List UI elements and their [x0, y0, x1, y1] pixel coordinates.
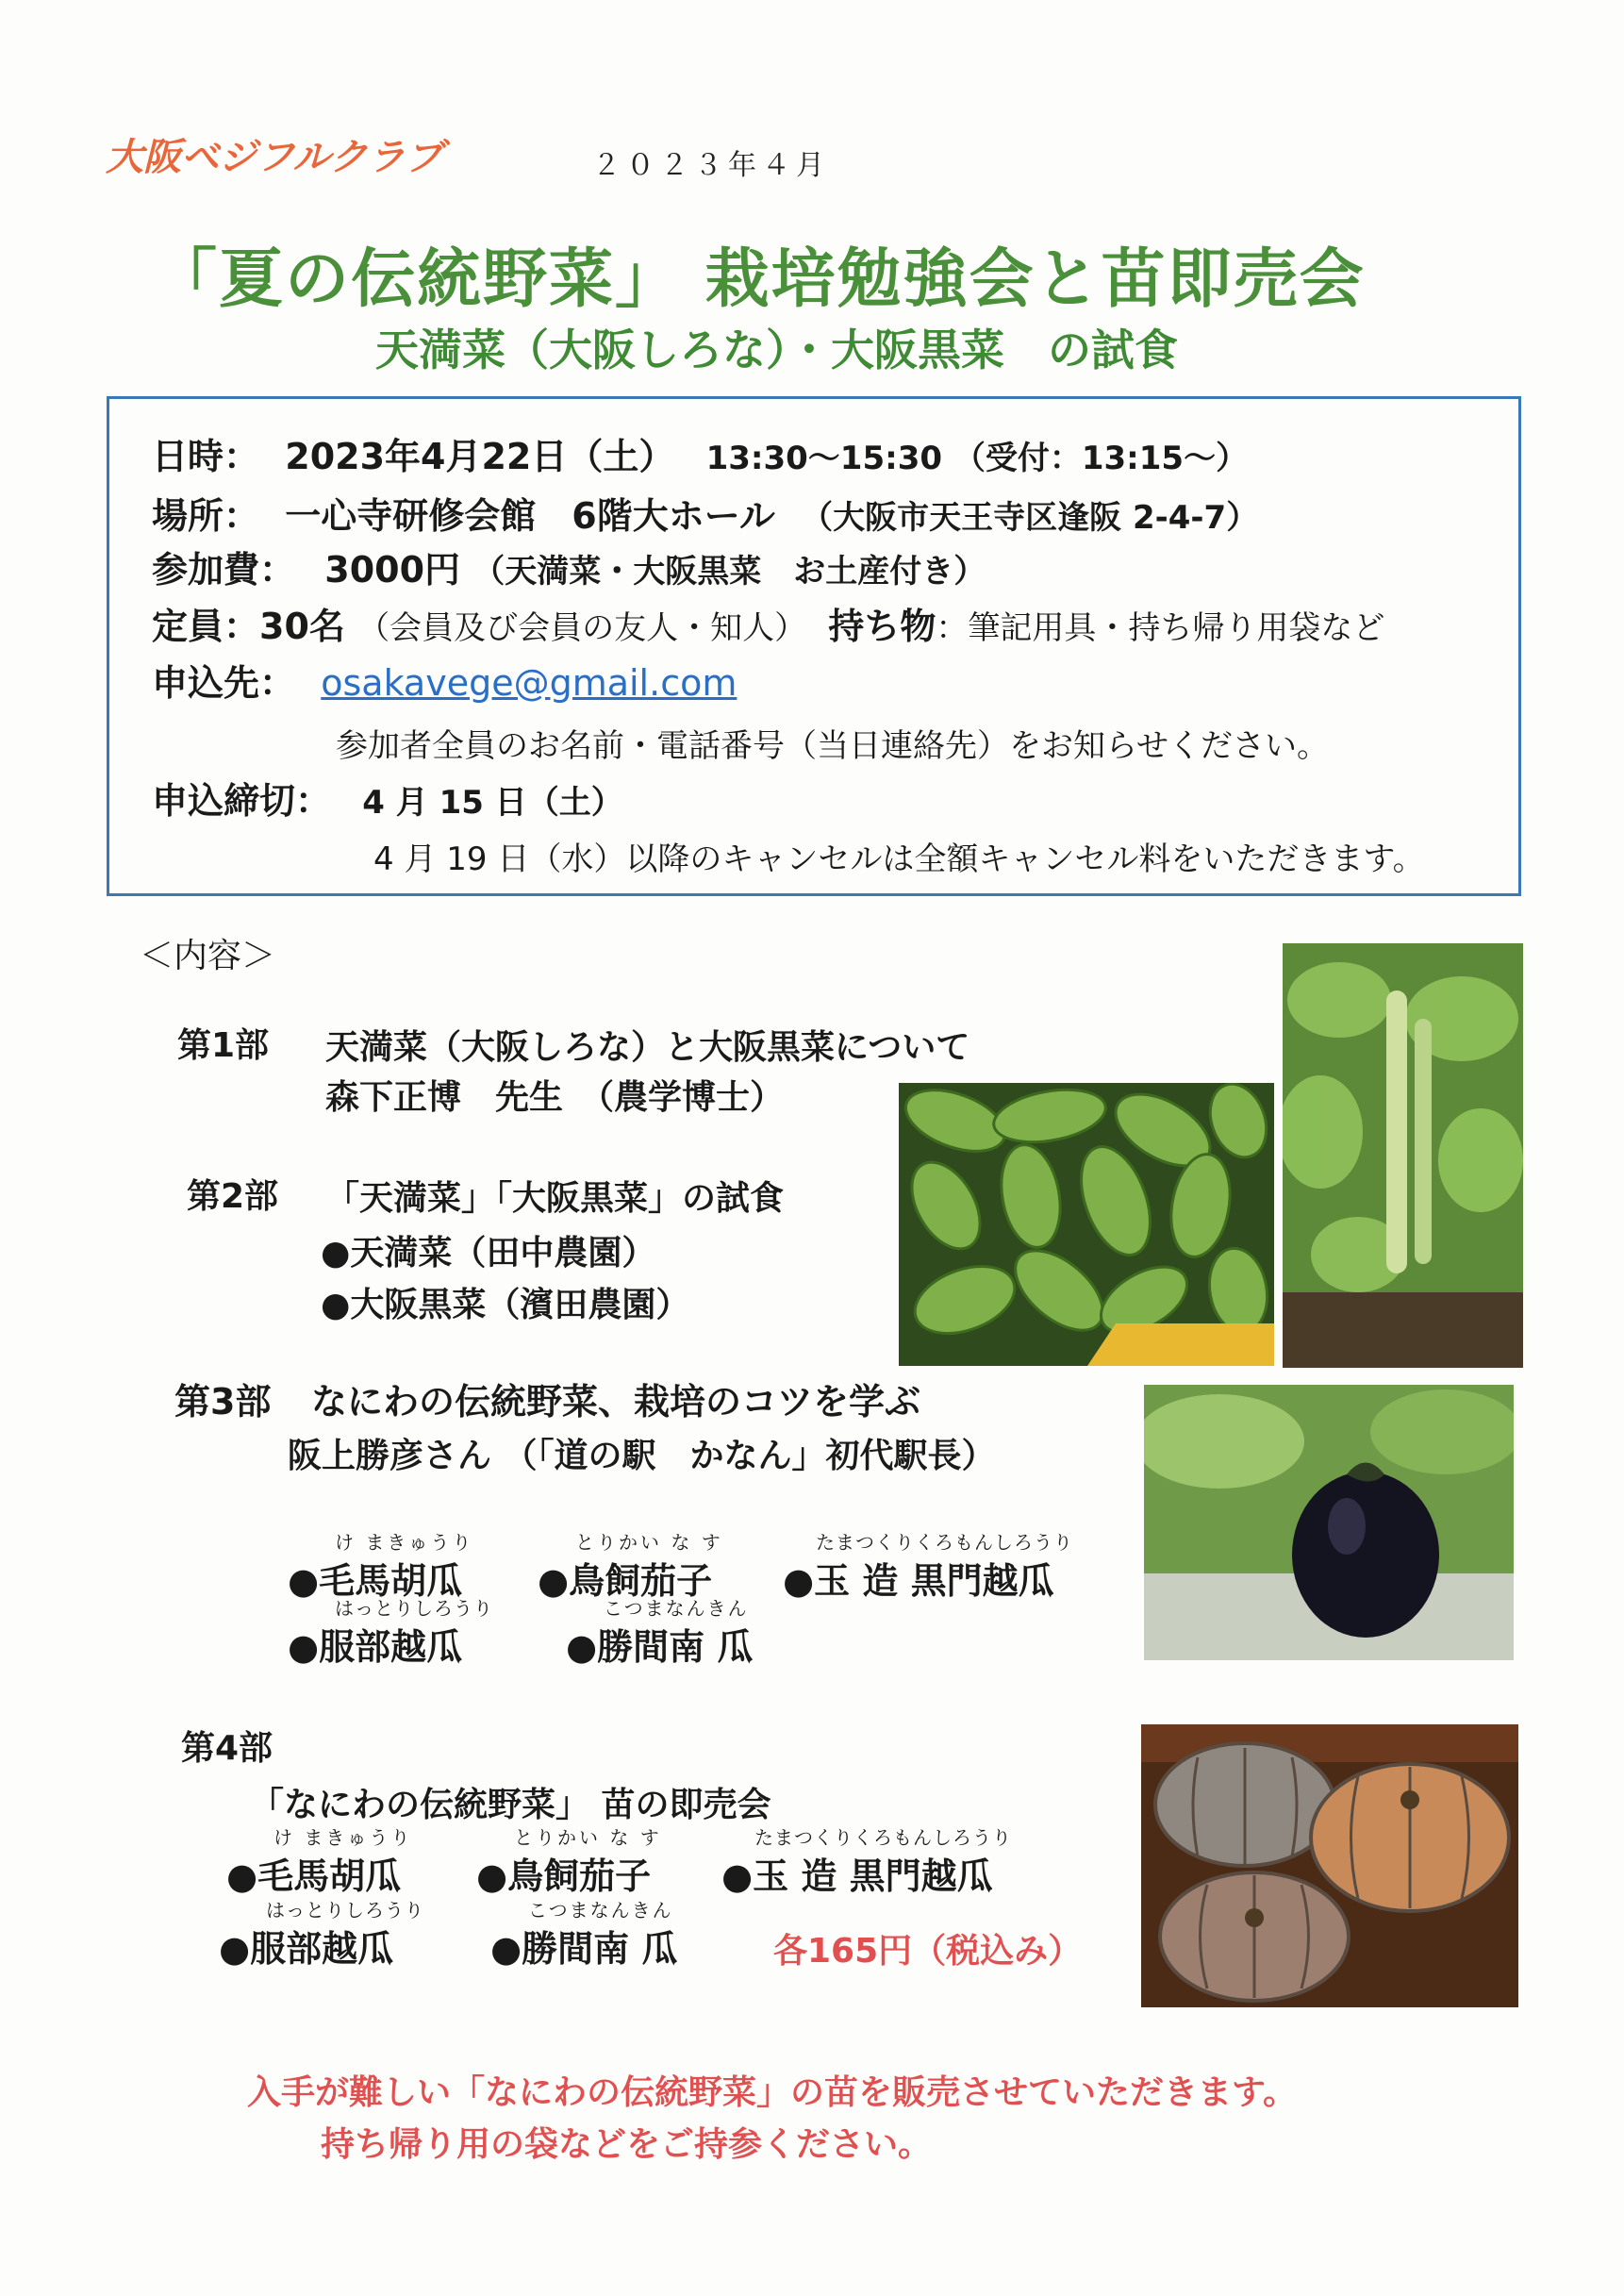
part2-title: 「天満菜」「大阪黒菜」の試食 [325, 1179, 785, 1218]
veg-name: ●毛馬胡瓜 [226, 1855, 402, 1897]
capacity-value: 30名 [259, 606, 345, 647]
part4-veg-kema [226, 1826, 413, 1899]
veg-name: ●服部越瓜 [288, 1626, 463, 1668]
ruby-text: こつまなんきん [604, 1597, 749, 1620]
gourd-vine-photo [1283, 943, 1523, 1368]
part3-label: 第3部 [174, 1381, 272, 1423]
part3-veg-kotsuma [566, 1597, 754, 1670]
datetime-row [152, 427, 1248, 479]
ruby-text: け まきゅうり [335, 1531, 474, 1554]
part1-title: 天満菜（大阪しろな）と大阪黒菜について [325, 1028, 970, 1067]
footer-line-2: 持ち帰り用の袋などをご持参ください。 [321, 2125, 933, 2164]
event-info-box [107, 396, 1521, 896]
footer-line-1: 入手が難しい「なにわの伝統野菜」の苗を販売させていただきます。 [247, 2073, 1298, 2112]
apply-row [152, 654, 737, 706]
datetime-value: 2023年4月22日（土） [285, 436, 675, 477]
club-name: 大阪ベジフルクラブ [106, 136, 443, 179]
bring-label: 持ち物 [828, 606, 936, 647]
veg-name: ●玉 造 黒門越瓜 [721, 1855, 993, 1897]
seedling-price: 各165円（税込み） [773, 1932, 1083, 1971]
part4-veg-tamatsukuri [721, 1826, 1012, 1899]
place-row [152, 487, 1258, 539]
veg-name: ●玉 造 黒門越瓜 [783, 1560, 1054, 1602]
ruby-text: たまつくりくろもんしろうり [754, 1826, 1012, 1849]
pumpkin-photo [1141, 1724, 1518, 2007]
part3-veg-hattori [288, 1597, 493, 1670]
bring-value: ：筆記用具・持ち帰り用袋など [936, 609, 1385, 647]
ruby-text: はっとりしろうり [266, 1899, 424, 1922]
part3-title: なにわの伝統野菜、栽培のコツを学ぶ [311, 1381, 921, 1423]
capacity-label: 定員： [152, 606, 260, 647]
ruby-text: け まきゅうり [273, 1826, 413, 1849]
veg-name: ●勝間南 瓜 [490, 1928, 678, 1970]
veg-name: ●毛馬胡瓜 [288, 1560, 463, 1602]
apply-note: 参加者全員のお名前・電話番号（当日連絡先）をお知らせください。 [336, 727, 1329, 765]
ruby-text: たまつくりくろもんしろうり [816, 1531, 1073, 1554]
cancel-note: 4 月 19 日（水）以降のキャンセルは全額キャンセル料をいただきます。 [373, 840, 1425, 878]
page-title: 「夏の伝統野菜」 栽培勉強会と苗即売会 [153, 242, 1366, 317]
part3-speaker: 阪上勝彦さん （「道の駅 かなん」初代駅長） [288, 1437, 996, 1475]
veg-name: ●鳥飼茄子 [476, 1855, 652, 1897]
apply-label: 申込先： [152, 662, 296, 704]
deadline-row [152, 772, 623, 824]
ruby-text: とりかい な す [575, 1531, 723, 1554]
deadline-value: 4 月 15 日（土） [362, 784, 623, 822]
part4-veg-hattori [219, 1899, 424, 1972]
ruby-text: はっとりしろうり [335, 1597, 493, 1620]
veg-name: ●鳥飼茄子 [538, 1560, 713, 1602]
eggplant-photo [1144, 1385, 1514, 1660]
part1-speaker: 森下正博 先生 （農学博士） [325, 1078, 785, 1117]
part4-veg-torikai [476, 1826, 662, 1899]
part1-label: 第1部 [177, 1026, 270, 1065]
veg-name: ●勝間南 瓜 [566, 1626, 754, 1668]
part2-item-kuromana: ●大阪黒菜（濱田農園） [321, 1286, 690, 1324]
fee-note: （天満菜・大阪黒菜 お土産付き） [472, 553, 986, 591]
time-value: 13:30〜15:30 （受付：13:15〜） [705, 440, 1249, 477]
content-heading: ＜内容＞ [140, 937, 276, 975]
part4-veg-kotsuma [490, 1899, 678, 1972]
place-value: 一心寺研修会館 6階大ホール [285, 495, 775, 537]
capacity-row [152, 597, 1384, 649]
fee-value: 3000円 [324, 549, 461, 591]
place-address: （大阪市天王寺区逢阪 2-4-7） [801, 499, 1259, 537]
veg-name: ●服部越瓜 [219, 1928, 394, 1970]
fee-row [152, 541, 986, 592]
part4-label: 第4部 [181, 1729, 273, 1768]
place-label: 場所： [152, 495, 260, 537]
deadline-label: 申込締切： [152, 780, 332, 822]
datetime-label: 日時： [152, 436, 260, 477]
part2-label: 第2部 [187, 1177, 279, 1216]
part2-item-tenmana: ●天満菜（田中農園） [321, 1234, 656, 1273]
part4-title: 「なにわの伝統野菜」 苗の即売会 [250, 1786, 771, 1824]
capacity-note: （会員及び会員の友人・知人） [357, 609, 807, 647]
page-subtitle: 天満菜（大阪しろな）・大阪黒菜 の試食 [375, 324, 1178, 375]
issue-date: ２０２３年４月 [592, 149, 830, 182]
ruby-text: こつまなんきん [528, 1899, 673, 1922]
fee-label: 参加費： [152, 549, 296, 591]
cucumber-photo [899, 1083, 1274, 1366]
ruby-text: とりかい な す [514, 1826, 662, 1849]
part3-veg-tamatsukuri [783, 1531, 1073, 1604]
apply-email-link[interactable]: osakavege@gmail.com [321, 662, 737, 704]
